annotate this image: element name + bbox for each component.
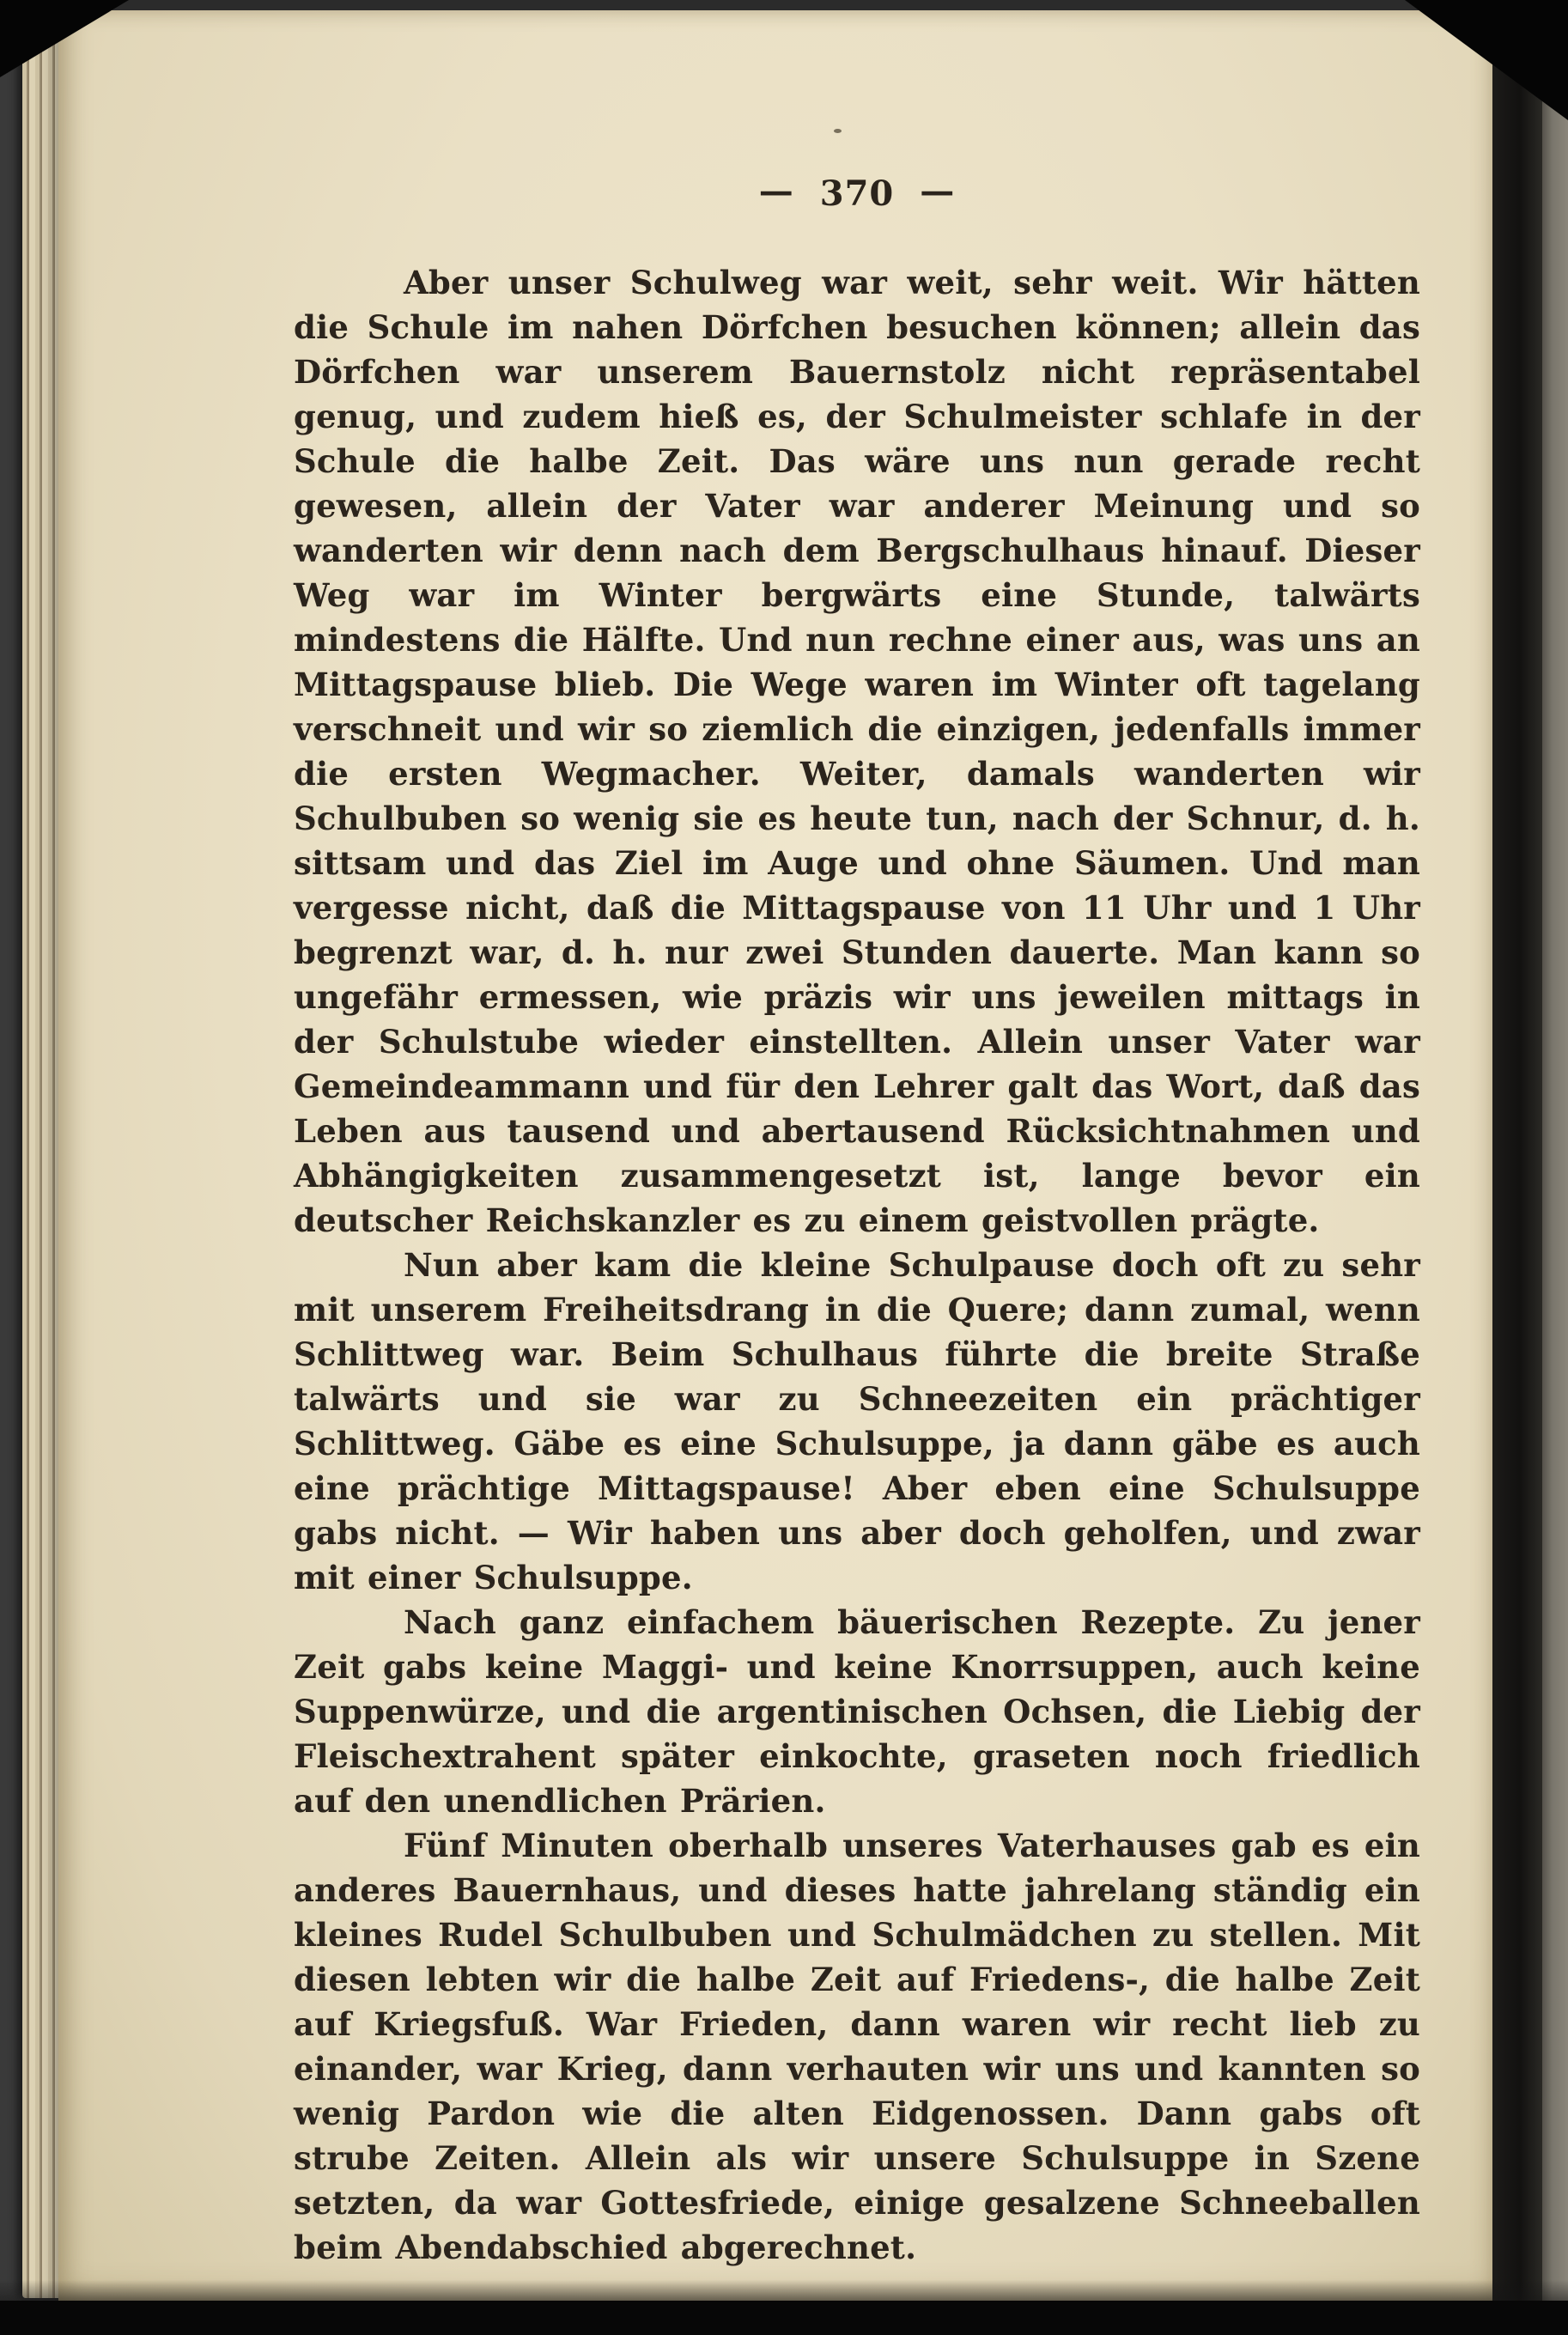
- book-gutter-shadow: [1492, 0, 1542, 2335]
- paragraph-2: Nun aber kam die kleine Schulpause doch oft zu sehr mit unserem Freiheitsdrang in die Quere; dann zumal, wenn Schlittweg war. Beim Schulhaus führte die breite Straße talwärts und sie war zu Schneezeiten ein prächtiger Schlittweg. Gäbe es eine Schulsuppe, ja dann gäbe es auch eine prächtige Mittagspause! Aber eben eine Schulsuppe gabs nicht. — Wir haben uns aber doch geholfen, und zwar mit einer Schulsuppe.: [294, 1246, 1420, 1596]
- facing-page-edge: [1542, 0, 1568, 2335]
- page-number-dash-right: —: [920, 171, 956, 211]
- scanner-top-edge: [0, 0, 1568, 10]
- page-content: [294, 173, 1420, 2270]
- paragraph-1: Aber unser Schulweg war weit, sehr weit. Wir hätten die Schule im nahen Dörfchen besuchen können; allein das Dörfchen war unserem Bauernstolz nicht repräsentabel genug, und zudem hieß es, der Schulmeister schlafe in der Schule die halbe Zeit. Das wäre uns nun gerade recht gewesen, allein der Vater war anderer Meinung und so wanderten wir denn nach dem Bergschulhaus hinauf. Dieser Weg war im Winter bergwärts eine Stunde, talwärts mindestens die Hälfte. Und nun rechne einer aus, was uns an Mittagspause blieb. Die Wege waren im Winter oft tagelang verschneit und wir so ziemlich die einzigen, jedenfalls immer die ersten Wegmacher. Weiter, damals wanderten wir Schulbuben so wenig sie es heute tun, nach der Schnur, d. h. sittsam und das Ziel im Auge und ohne Säumen. Und man vergesse nicht, daß die Mittagspause von 11 Uhr und 1 Uhr begrenzt war, d. h. nur zwei Stunden dauerte. Man kann so ungefähr ermessen, wie präzis wir uns jeweilen mittags in der Schulstube wieder einstellten. Allein unser Vater war Gemeindeammann und für den Lehrer galt das Wort, daß das Leben aus tausend und abertausend Rücksichtnahmen und Abhängigkeiten zusammengesetzt ist, lange bevor ein deutscher Reichskanzler es zu einem geistvollen prägte.: [294, 264, 1420, 1239]
- page-number-dash-left: —: [758, 171, 794, 211]
- body-text: [294, 260, 1420, 2270]
- page-number: [294, 173, 1420, 214]
- book-page: [58, 9, 1498, 2303]
- scanner-bottom-edge: [0, 2301, 1568, 2335]
- scanner-bottom-shadow: [0, 2280, 1568, 2302]
- ink-speck: [834, 129, 842, 133]
- paragraph-4: Fünf Minuten oberhalb unseres Vaterhauses gab es ein anderes Bauernhaus, und dieses hatte jahrelang ständig ein kleines Rudel Schulbuben und Schulmädchen zu stellen. Mit diesen lebten wir die halbe Zeit auf Friedens-, die halbe Zeit auf Kriegsfuß. War Frieden, dann waren wir recht lieb zu einander, war Krieg, dann verhauten wir uns und kannten so wenig Pardon wie die alten Eidgenossen. Dann gabs oft strube Zeiten. Allein als wir unsere Schulsuppe in Szene setzten, da war Gottesfriede, einige gesalzene Schneeballen beim Abendabschied abgerechnet.: [294, 1827, 1420, 2266]
- paragraph-3: Nach ganz einfachem bäuerischen Rezepte. Zu jener Zeit gabs keine Maggi- und keine Knorrsuppen, auch keine Suppenwürze, und die argentinischen Ochsen, die Liebig der Fleischextrahent später einkochte, graseten noch friedlich auf den unendlichen Prärien.: [294, 1603, 1420, 1820]
- page-number-value: 370: [819, 173, 895, 214]
